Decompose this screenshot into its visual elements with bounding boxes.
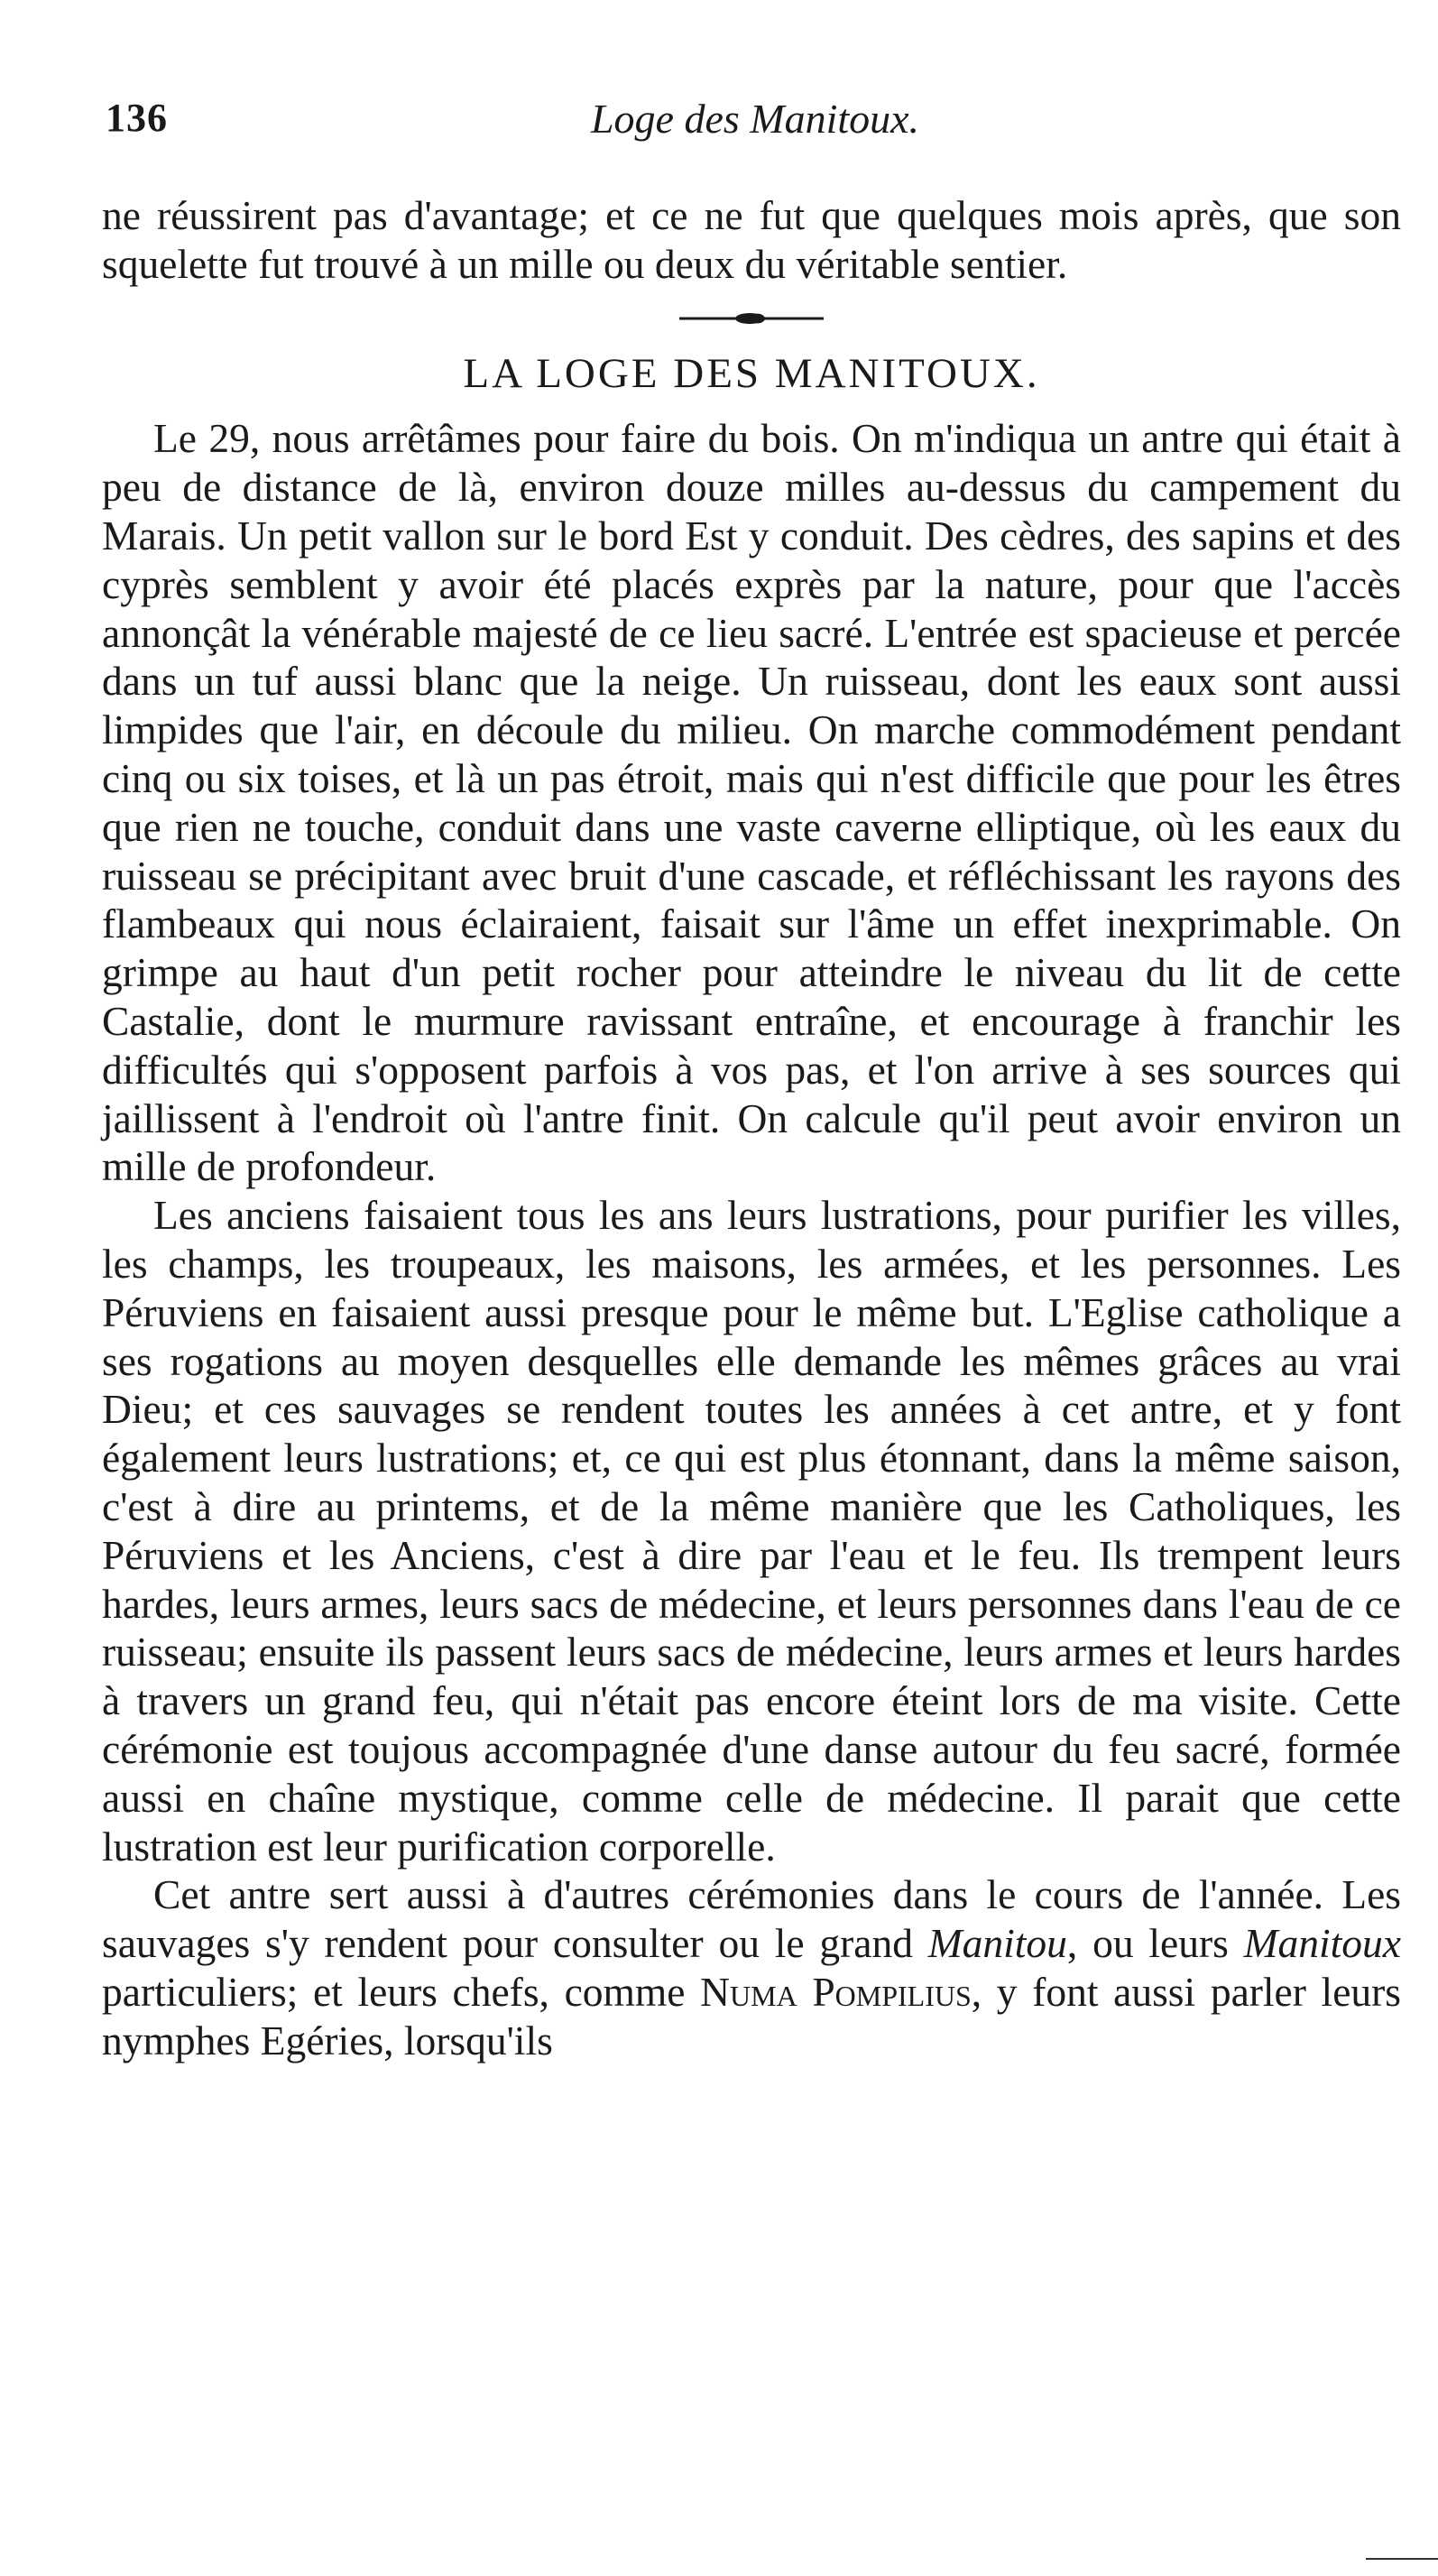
ornament-divider-icon <box>679 307 824 330</box>
paragraph-1-text-b: , dont le murmure ravissant entraîne, et encourage à franchir les difficultés qui s'opposent parfois à vos pas, et l'on arrive à ses sources qui jaillissent à l'endroit où l'antre finit. On calcule qu'il peut avoir environ un mille de profondeur. <box>102 997 1401 1190</box>
paragraph-continued: ne réussirent pas d'avantage; et ce ne fut que quelques mois après, que son squelette fut trouvé à un mille ou deux du véritable sentier. <box>102 192 1401 287</box>
section-title: LA LOGE DES MANITOUX. <box>463 349 1040 397</box>
paragraph-1 <box>102 414 1401 1191</box>
numa-pompilius-name: Numa Pompilius <box>700 1968 972 2015</box>
castalie-word: Castalie <box>102 997 235 1044</box>
paragraph-3-text-d: , y font aussi parler leurs nymphes Egéries, lorsqu'ils <box>102 1968 1401 2064</box>
page-header <box>106 95 1405 158</box>
body-text <box>102 191 1401 2064</box>
paragraph-3-text-a: Cet antre sert aussi à d'autres cérémonies dans le cours de l'année. Les sauvages s'y rendent pour consulter ou le grand <box>102 1871 1401 1967</box>
paragraph-3-text-c: particuliers; et leurs chefs, comme <box>102 1968 701 2015</box>
manitoux-word: Manitoux <box>1243 1920 1401 1967</box>
paragraph-1-text-a: Le 29, nous arrêtâmes pour faire du bois. On m'indiqua un antre qui était à peu de distance de là, environ douze milles au-dessus du campement du Marais. Un petit vallon sur le bord Est y conduit. Des cèdres, des sapins et des cyprès semblent y avoir été placés exprès par la nature, pour que l'accès annonçât la vénérable majesté de ce lieu sacré. L'entrée est spacieuse et percée dans un tuf aussi blanc que la neige. Un ruisseau, dont les eaux sont aussi limpides que l'air, en découle du milieu. On marche commodément pendant cinq ou six toises, et là un pas étroit, mais qui n'est difficile que pour les êtres que rien ne touche, conduit dans une vaste caverne elliptique, où les eaux du ruisseau se précipitant avec bruit d'une cascade, et réfléchissant les rayons des flambeaux qui nous éclairaient, faisait sur l'âme un effet inexprimable. On grimpe au haut d'un petit rocher pour atteindre le niveau du lit de cette <box>102 415 1401 996</box>
paragraph-2: Les anciens faisaient tous les ans leurs lustrations, pour purifier les villes, les champs, les troupeaux, les maisons, les armées, et les personnes. Les Péruviens en faisaient aussi presque pour le même but. L'Eglise catholique a ses rogations au moyen desquelles elle demande les mêmes grâces au vrai Dieu; et ces sauvages se rendent toutes les années à cet antre, et y font également leurs lustrations; et, ce qui est plus étonnant, dans la même saison, c'est à dire au printems, et de la même manière que les Catholiques, les Péruviens et les Anciens, c'est à dire par l'eau et le feu. Ils trempent leurs hardes, leurs armes, leurs sacs de médecine, et leurs personnes dans l'eau de ce ruisseau; ensuite ils passent leurs sacs de médecine, leurs armes et leurs hardes à travers un grand feu, qui n'était pas encore éteint lors de ma visite. Cette cérémonie est toujous accompagnée d'une danse autour du feu sacré, formée aussi en chaîne mystique, comme celle de médecine. Il parait que cette lustration est leur purification corporelle. <box>102 1192 1401 1870</box>
corner-rule <box>1366 2558 1438 2560</box>
running-title: Loge des Manitoux. <box>590 96 920 142</box>
manitou-word: Manitou <box>927 1920 1067 1967</box>
paragraph-3 <box>102 1870 1401 2064</box>
page-number: 136 <box>106 96 168 140</box>
paragraph-3-text-b: , ou leurs <box>1066 1920 1244 1967</box>
